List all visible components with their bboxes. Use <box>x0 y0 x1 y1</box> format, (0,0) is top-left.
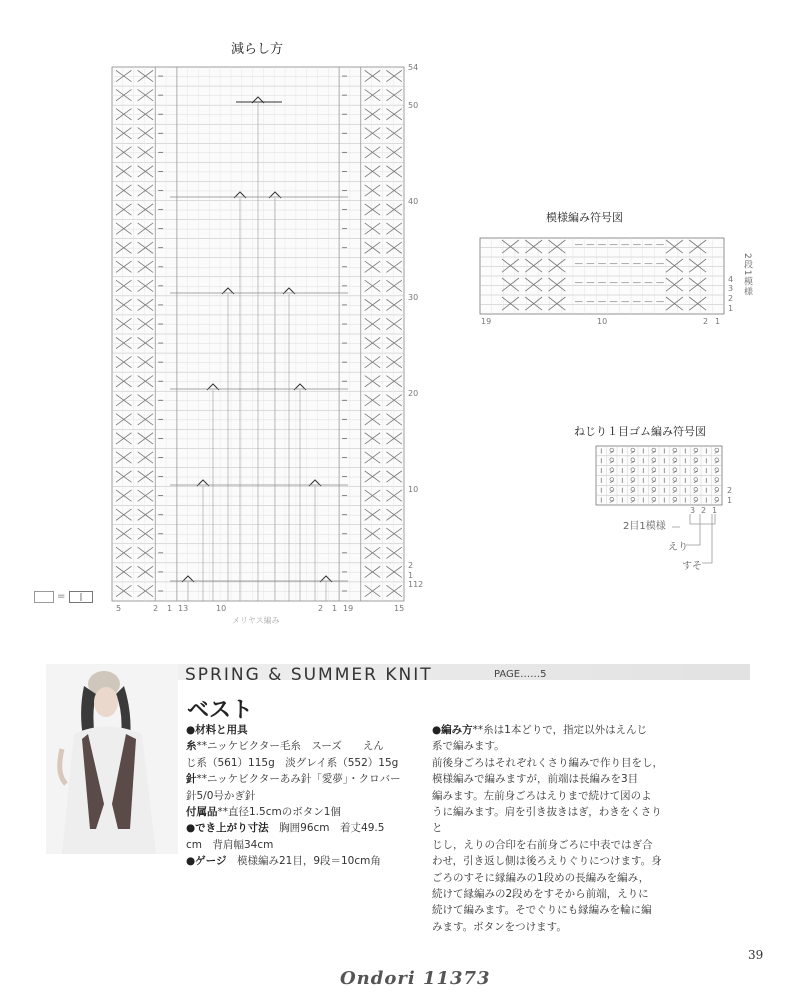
pattern-row-4: 4 <box>728 275 734 284</box>
line-label: ●材料と用具 <box>186 724 248 736</box>
legend-equals: = <box>57 591 66 602</box>
left-column-line <box>186 755 416 771</box>
left-column-line <box>186 771 416 787</box>
row-number-2: 2 <box>408 561 414 570</box>
line-text: ごろのすそに縁編みの1段めの長編みを編み， <box>432 871 650 884</box>
right-column-line <box>432 870 664 886</box>
pattern-col-19: 19 <box>481 317 492 326</box>
item-title: ベスト <box>187 698 254 723</box>
stitch-number-10: 10 <box>216 604 227 613</box>
right-column-line <box>432 837 664 853</box>
line-text: じ系（561）115g 淡グレイ系（552）15g <box>186 756 399 769</box>
row-number-112: 112 <box>408 580 424 589</box>
right-column-line <box>432 755 664 771</box>
right-column-line <box>432 853 664 869</box>
watermark: Ondori 11373 <box>340 968 491 989</box>
right-column-line <box>432 886 664 902</box>
legend-knit-box: | <box>69 591 93 603</box>
line-text: 前後身ごろはそれぞれくさり編みで作り目をし， <box>432 756 663 769</box>
left-column-line <box>186 804 416 820</box>
right-column-line <box>432 788 664 804</box>
instructions-column <box>432 722 664 935</box>
row-number-40: 40 <box>408 197 419 206</box>
materials-column <box>186 722 416 870</box>
left-column-line <box>186 820 416 836</box>
rib-label-hem: すそ <box>682 561 702 572</box>
rib-row-1: 1 <box>727 496 733 505</box>
left-column-line <box>186 722 416 738</box>
pattern-row-1: 1 <box>728 304 734 313</box>
rib-label-collar: えり <box>668 542 688 553</box>
line-text: 模様編み21目，9段＝10cm角 <box>226 855 381 868</box>
pattern-row-2: 2 <box>728 294 734 303</box>
line-text: 編みます。左前身ごろはえりまで続けて図のよ <box>432 789 652 802</box>
row-number-1: 1 <box>408 571 414 580</box>
left-column-line <box>186 738 416 754</box>
line-text: 続けて縁編みの2段めをすそから前端，えりに <box>432 888 649 901</box>
right-column-line <box>432 804 664 837</box>
pattern-col-1: 1 <box>715 317 721 326</box>
line-text: 針5/0号かぎ針 <box>186 789 256 802</box>
main-chart-title: 減らし方 <box>231 42 284 57</box>
stitch-number-2-right: 2 <box>318 604 324 613</box>
rib-col-3: 3 <box>690 506 696 515</box>
rib-label-repeat: 2目1模様 <box>623 521 666 532</box>
right-column-line <box>432 919 664 935</box>
stitch-number-19: 19 <box>343 604 354 613</box>
line-text: みます。ボタンをつけます。 <box>432 920 567 933</box>
row-number-54: 54 <box>408 63 419 72</box>
line-label: ●編み方 <box>432 724 473 736</box>
line-label: 針 <box>186 773 197 786</box>
line-label: 糸 <box>186 740 197 753</box>
line-label: 付属品 <box>186 806 218 819</box>
stitch-number-2-left: 2 <box>153 604 159 613</box>
line-text: **直径1.5cmのボタン1個 <box>217 806 341 819</box>
line-text: わせ，引き返し側は後ろえりぐりにつけます。身 <box>432 855 662 868</box>
stitch-number-1-right: 1 <box>332 604 338 613</box>
line-text: cm 背肩幅34cm <box>186 838 274 851</box>
stitch-number-1-left: 1 <box>167 604 173 613</box>
stitch-number-15: 15 <box>394 604 405 613</box>
pattern-chart-title: 模様編み符号図 <box>546 211 623 224</box>
line-text: うに編みます。肩を引き抜きはぎ，わきをくさりと <box>432 806 662 835</box>
row-number-50: 50 <box>408 101 419 110</box>
stitch-number-13: 13 <box>178 604 189 613</box>
right-column-line <box>432 722 664 738</box>
line-text: 系で編みます。 <box>432 740 505 753</box>
pattern-row-3: 3 <box>728 284 734 293</box>
line-label: ●ゲージ <box>186 855 227 868</box>
row-number-10: 10 <box>408 485 419 494</box>
stitch-number-5: 5 <box>116 604 122 613</box>
pattern-col-2: 2 <box>703 317 709 326</box>
rib-col-2: 2 <box>701 506 707 515</box>
right-column-line <box>432 771 664 787</box>
rib-row-2: 2 <box>727 486 733 495</box>
left-column-line <box>186 788 416 804</box>
magazine-brand: SPRING & SUMMER KNIT <box>185 665 433 685</box>
line-text: **糸は1本どりで，指定以外はえんじ <box>472 724 648 736</box>
left-column-line <box>186 853 416 869</box>
line-text: 模様編みで編みますが，前端は長編みを3目 <box>432 773 639 786</box>
line-label: ●でき上がり寸法 <box>186 822 269 835</box>
row-number-20: 20 <box>408 389 419 398</box>
line-text: **ニッケビクターあみ針「愛夢」・クロバー <box>196 773 401 786</box>
page-reference: PAGE……5 <box>494 669 547 680</box>
rib-col-1: 1 <box>712 506 718 515</box>
line-text: 続けて編みます。そでぐりにも縁編みを輪に編 <box>432 904 652 917</box>
line-text: じし，えりの合印を右前身ごろに中表ではぎ合 <box>432 838 653 851</box>
pattern-col-10: 10 <box>597 317 608 326</box>
page-number: 39 <box>748 948 764 962</box>
bottom-caption: メリヤス編み <box>232 616 280 625</box>
left-column-line <box>186 837 416 853</box>
rib-chart-title: ねじり１目ゴム編み符号図 <box>574 425 706 438</box>
row-number-30: 30 <box>408 293 419 302</box>
line-text: **ニッケビクター毛糸 スーズ えん <box>196 740 384 753</box>
model-photo <box>46 664 178 854</box>
pattern-side-label: 2段1模様 <box>742 253 752 297</box>
right-column-line <box>432 738 664 754</box>
line-text: 胸囲96cm 着丈49.5 <box>268 822 385 835</box>
right-column-line <box>432 902 664 918</box>
